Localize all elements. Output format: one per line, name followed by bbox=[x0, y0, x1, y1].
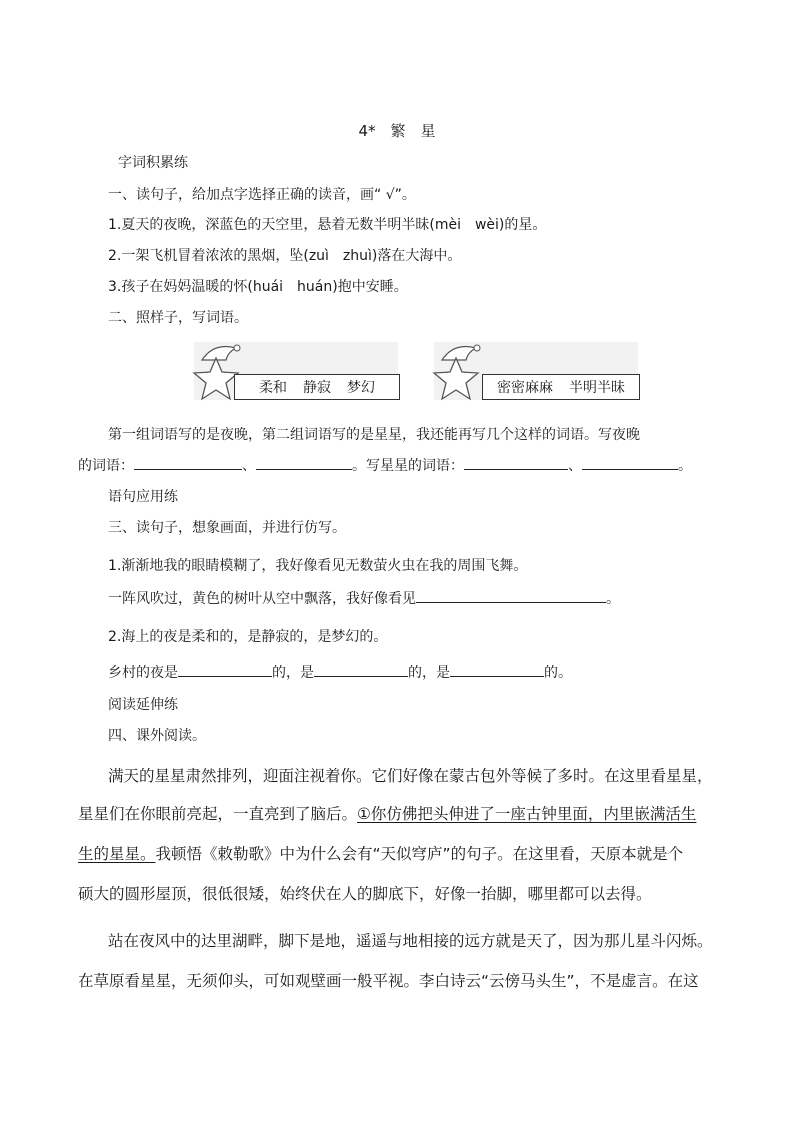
separator: 、 bbox=[568, 458, 582, 474]
answer-blank-star-1[interactable] bbox=[464, 455, 568, 470]
question-3-imitate-2 bbox=[108, 662, 572, 682]
question-1-item-2: 2.一架飞机冒着浓浓的黑烟，坠(zuì zhuì)落在大海中。 bbox=[108, 248, 462, 264]
passage-text: 我顿悟《敕勒歌》中为什么会有“天似穹庐”的句子。在这里看，天原本就是个 bbox=[155, 845, 684, 863]
passage-line: 满天的星星肃然排列，迎面注视着你。它们好像在蒙古包外等候了多时。在这里看星星， bbox=[108, 767, 713, 785]
prompt-text: 的词语： bbox=[78, 458, 134, 474]
question-3-item-2: 2.海上的夜是柔和的，是静寂的，是梦幻的。 bbox=[108, 629, 388, 645]
answer-blank-imitate-2a[interactable] bbox=[178, 662, 272, 677]
question-2-title: 二、照样子，写词语。 bbox=[108, 310, 248, 326]
prompt-text: 乡村的夜是 bbox=[108, 665, 178, 681]
section-heading-vocabulary: 字词积累练 bbox=[118, 155, 188, 171]
answer-blank-night-1[interactable] bbox=[134, 455, 242, 470]
answer-blank-imitate-2b[interactable] bbox=[314, 662, 408, 677]
question-3-title: 三、读句子，想象画面，并进行仿写。 bbox=[108, 520, 346, 536]
underlined-sentence: ①你仿佛把头伸进了一座古钟里面，内里嵌满活生 bbox=[357, 805, 697, 823]
period: 。 bbox=[606, 591, 620, 607]
passage-line: 在草原看星星，无须仰头，可如观壁画一般平视。李白诗云“云傍马头生”，不是虚言。在这 bbox=[78, 972, 699, 990]
answer-blank-night-2[interactable] bbox=[256, 455, 352, 470]
example-card-stars bbox=[428, 340, 640, 402]
question-2-prompt-line-1: 第一组词语写的是夜晚，第二组词语写的是星星，我还能再写几个这样的词语。写夜晚 bbox=[108, 427, 640, 443]
answer-blank-imitate-2c[interactable] bbox=[450, 662, 544, 677]
example-word: 半明半昧 bbox=[569, 380, 625, 396]
question-1-item-3: 3.孩子在妈妈温暖的怀(huái huán)抱中安睡。 bbox=[108, 279, 408, 295]
separator: 、 bbox=[242, 458, 256, 474]
question-1-item-1: 1.夏天的夜晚，深蓝色的天空里，悬着无数半明半昧(mèi wèi)的星。 bbox=[108, 217, 547, 233]
passage-text: 星星们在你眼前亮起，一直亮到了脑后。 bbox=[78, 805, 358, 823]
question-3-item-1: 1.渐渐地我的眼睛模糊了，我好像看见无数萤火虫在我的周围飞舞。 bbox=[108, 558, 528, 574]
example-words-box-1 bbox=[234, 374, 400, 400]
example-card-night bbox=[188, 340, 400, 402]
prompt-text: 的。 bbox=[544, 665, 572, 681]
passage-line: 硕大的圆形屋顶，很低很矮，始终伏在人的脚底下，好像一抬脚，哪里都可以去得。 bbox=[78, 885, 652, 903]
example-word: 梦幻 bbox=[347, 380, 375, 396]
example-word: 静寂 bbox=[303, 380, 331, 396]
prompt-text: 的，是 bbox=[408, 665, 450, 681]
question-2-prompt-line-2 bbox=[78, 455, 692, 475]
answer-blank-imitate-1[interactable] bbox=[416, 588, 606, 603]
question-4-title: 四、课外阅读。 bbox=[108, 728, 206, 744]
prompt-text: 的，是 bbox=[272, 665, 314, 681]
passage-line: 站在夜风中的达里湖畔，脚下是地，遥遥与地相接的远方就是天了，因为那儿星斗闪烁。 bbox=[108, 932, 713, 950]
underlined-sentence: 生的星星。 bbox=[78, 845, 156, 863]
example-words-box-2 bbox=[482, 374, 640, 400]
passage-line bbox=[78, 842, 683, 864]
example-word: 柔和 bbox=[259, 380, 287, 396]
question-1-title: 一、读句子，给加点字选择正确的读音，画“ √”。 bbox=[108, 187, 416, 203]
section-heading-sentences: 语句应用练 bbox=[108, 489, 178, 505]
passage-line bbox=[78, 802, 696, 824]
period: 。 bbox=[678, 458, 692, 474]
page-title: 4* 繁 星 bbox=[358, 122, 436, 140]
answer-blank-star-2[interactable] bbox=[582, 455, 678, 470]
example-word: 密密麻麻 bbox=[497, 380, 553, 396]
section-heading-reading: 阅读延伸练 bbox=[108, 697, 178, 713]
question-3-imitate-1 bbox=[108, 588, 620, 608]
prompt-text: 。写星星的词语： bbox=[352, 458, 464, 474]
prompt-text: 一阵风吹过，黄色的树叶从空中飘落，我好像看见 bbox=[108, 591, 416, 607]
